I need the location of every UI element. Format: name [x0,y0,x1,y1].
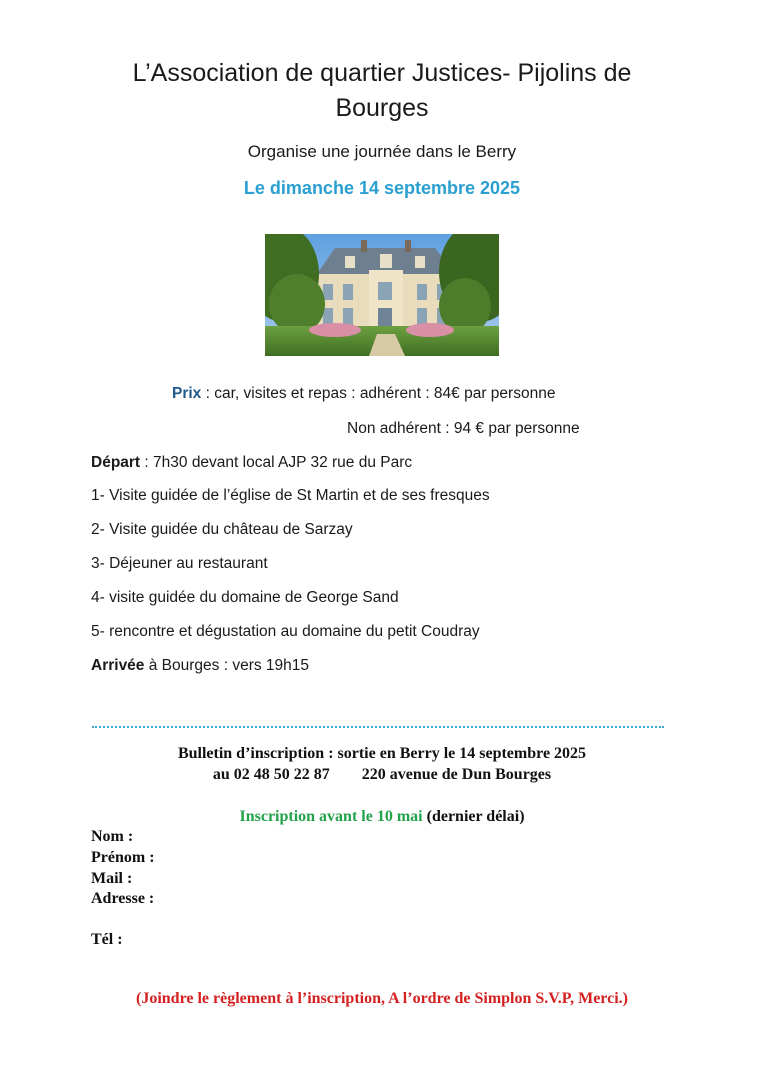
departure-label: Départ [91,454,141,471]
price-member-text: : car, visites et repas : adhérent : 84€ par personne [201,385,556,402]
arrival-line [91,657,309,675]
program-item: 2- Visite guidée du château de Sarzay [91,521,353,538]
form-prenom-label: Prénom : [91,849,155,866]
program-item: 5- rencontre et dégustation au domaine du petit Coudray [91,623,480,640]
form-nom-label: Nom : [91,828,134,845]
price-label: Prix [172,385,202,402]
bulletin-phone: au 02 48 50 22 87 [212,766,330,783]
dotted-separator [92,726,664,728]
price-member-line [172,385,555,403]
arrival-text: à Bourges : vers 19h15 [144,657,310,674]
payment-note: (Joindre le règlement à l’inscription, A l’ordre de Simplon S.V.P, Merci.) [136,990,628,1007]
deadline-green-text: Inscription avant le 10 mai [239,808,423,825]
title-line-1: L’Association de quartier Justices- Pijolins de [132,59,632,87]
arrival-label: Arrivée [91,657,145,674]
departure-text: : 7h30 devant local AJP 32 rue du Parc [140,454,413,471]
deadline-black-text: (dernier délai) [422,808,525,825]
chateau-photo [265,234,499,356]
departure-line [91,454,412,472]
page-title [60,56,704,126]
price-non-member-line: Non adhérent : 94 € par personne [347,420,580,437]
title-line-2: Bourges [335,94,429,122]
deadline-line [0,808,764,826]
bulletin-title: Bulletin d’inscription : sortie en Berry le 14 septembre 2025 [177,745,587,762]
bulletin-address: 220 avenue de Dun Bourges [361,766,552,783]
event-date: Le dimanche 14 septembre 2025 [243,178,521,198]
program-item: 3- Déjeuner au restaurant [91,555,268,572]
form-tel-label: Tél : [91,931,123,948]
program-item: 1- Visite guidée de l’église de St Martin et de ses fresques [91,487,490,504]
bulletin-contact [0,766,764,784]
subtitle: Organise une journée dans le Berry [247,142,517,161]
form-adresse-label: Adresse : [91,890,155,907]
program-item: 4- visite guidée du domaine de George Sand [91,589,399,606]
form-mail-label: Mail : [91,870,133,887]
